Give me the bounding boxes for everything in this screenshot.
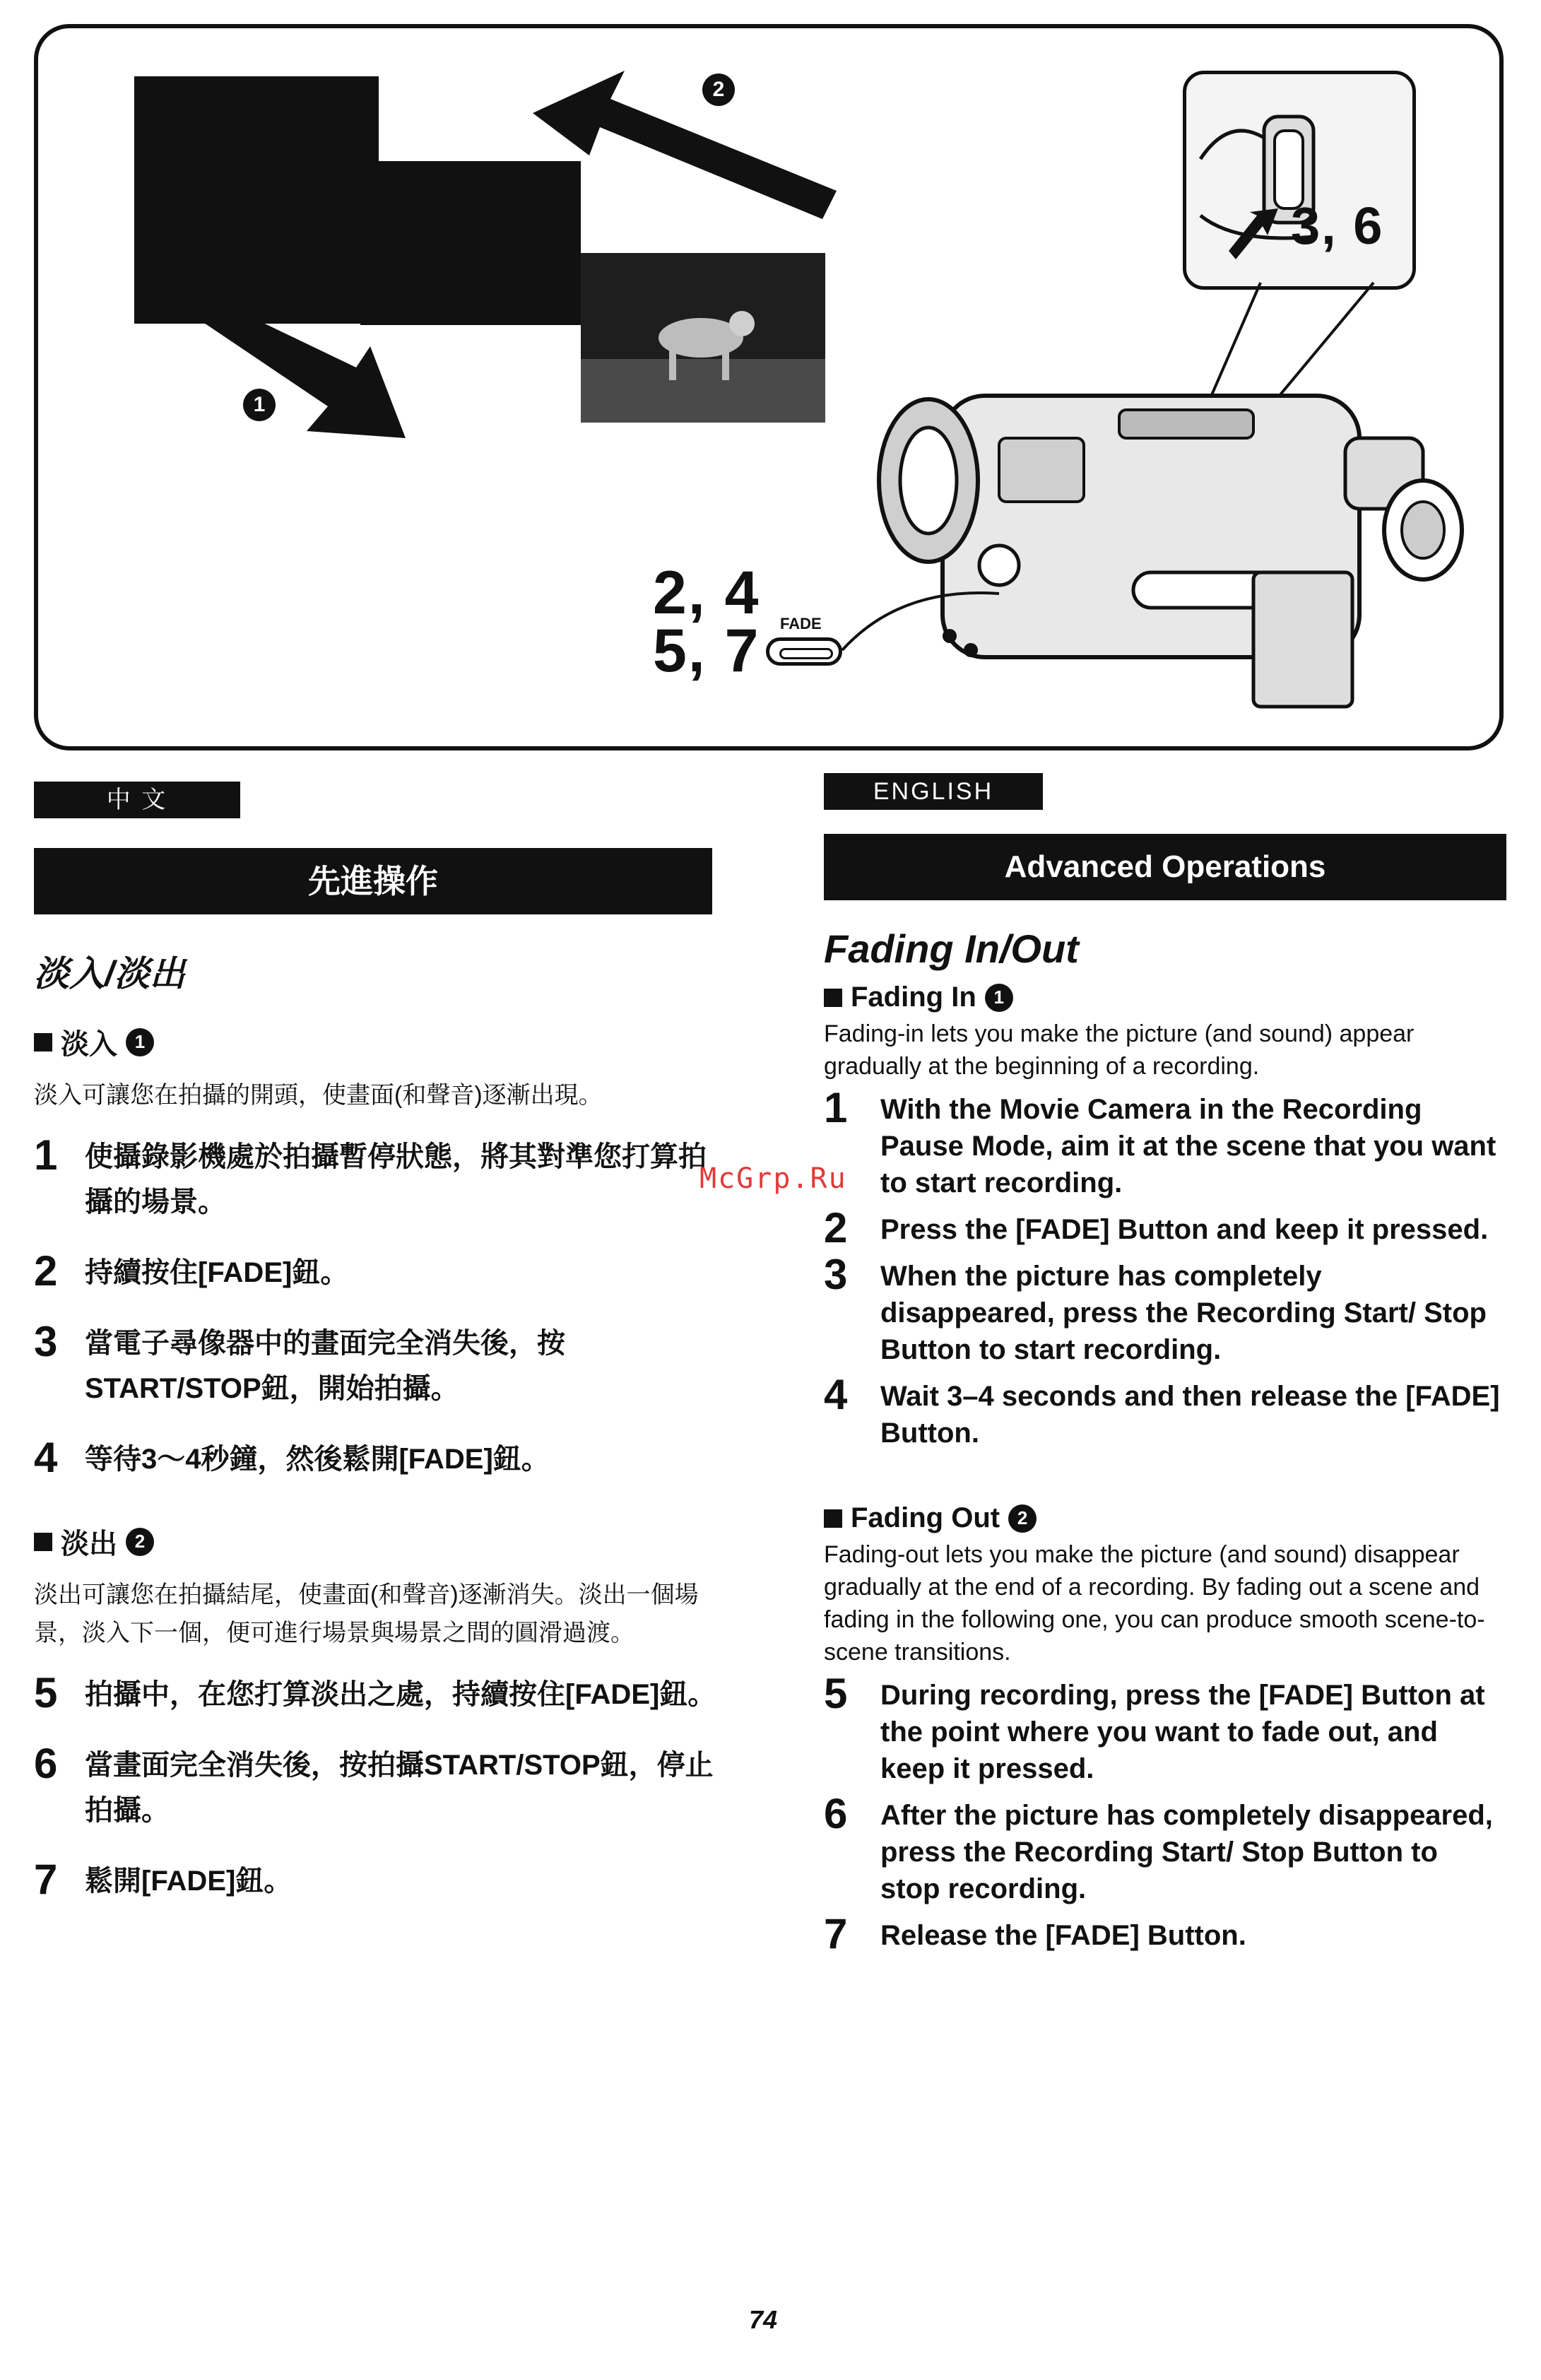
fade-frame-scene — [581, 253, 825, 423]
chinese-step: 3 當電子尋像器中的畫面完全消失後，按START/STOP鈕，開始拍攝。 — [34, 1318, 565, 1404]
bullet-square-icon — [824, 989, 842, 1007]
chinese-fade-out-heading: 淡出 2 — [34, 1521, 719, 1562]
chinese-section-banner: 先進操作 — [34, 848, 712, 914]
fade-button-label: FADE — [780, 615, 822, 632]
camcorder-illustration — [865, 269, 1472, 735]
dog-photo-image — [581, 253, 825, 423]
chinese-fade-in-heading: 淡入 1 — [34, 1022, 719, 1062]
fade-button[interactable] — [766, 637, 842, 666]
marker-2: 2 — [702, 73, 735, 106]
english-step: 7 Release the [FADE] Button. — [824, 1910, 1246, 1957]
arrow-fade-in-icon — [165, 283, 434, 452]
english-fade-out-heading: Fading Out 2 — [824, 1502, 1502, 1534]
chinese-step: 2 持續按住[FADE]鈕。 — [34, 1247, 349, 1295]
chinese-lang-tag: 中 文 — [34, 782, 240, 818]
english-step: 4 Wait 3–4 seconds and then release the [FADE] Button. — [824, 1371, 1500, 1449]
callout-2-4: 2, 4 — [653, 559, 760, 627]
english-fade-in-heading: Fading In 1 — [824, 982, 1502, 1013]
chinese-step: 5 拍攝中，在您打算淡出之處，持續按住[FADE]鈕。 — [34, 1669, 716, 1716]
marker-2-icon: 2 — [1008, 1504, 1037, 1533]
marker-1-icon: 1 — [126, 1028, 154, 1056]
english-column — [824, 926, 1502, 1957]
chinese-step: 4 等待3～4秒鐘，然後鬆開[FADE]鈕。 — [34, 1434, 550, 1481]
marker-2-icon: 2 — [126, 1528, 154, 1556]
chinese-step: 1 使攝錄影機處於拍攝暫停狀態，將其對準您打算拍攝的場景。 — [34, 1131, 707, 1218]
chinese-title: 淡入/淡出 — [34, 954, 185, 994]
english-fade-out-desc: Fading-out lets you make the picture (and sound) disappear gradually at the end of a recording. By fading out a scene and fading in the following one, you can produce smooth scene-to-scene transitions. — [824, 1541, 1485, 1666]
bullet-square-icon — [34, 1033, 52, 1051]
chinese-column — [34, 945, 719, 1904]
english-step: 5 During recording, press the [FADE] Button at the point where you want to fade out, and keep it pressed. — [824, 1670, 1485, 1784]
english-step: 3 When the picture has completely disappeared, press the Recording Start/ Stop Button to start recording. — [824, 1251, 1487, 1365]
english-lang-tag: ENGLISH — [824, 773, 1043, 810]
watermark: McGrp.Ru — [699, 1162, 847, 1195]
chinese-fade-out-desc: 淡出可讓您在拍攝結尾，使畫面(和聲音)逐漸消失。淡出一個場景，淡入下一個，便可進行場景與場景之間的圓滑過渡。 — [34, 1581, 699, 1646]
bullet-square-icon — [34, 1533, 52, 1551]
english-step: 2 Press the [FADE] Button and keep it pressed. — [824, 1204, 1489, 1251]
illustration-panel — [34, 24, 1504, 750]
english-section-banner: Advanced Operations — [824, 834, 1506, 900]
chinese-step: 6 當畫面完全消失後，按拍攝START/STOP鈕，停止拍攝。 — [34, 1740, 714, 1826]
english-step: 1 With the Movie Camera in the Recording Pause Mode, aim it at the scene that you want to start recording. — [824, 1084, 1496, 1198]
english-step: 6 After the picture has completely disappeared, press the Recording Start/ Stop Button to stop recording. — [824, 1790, 1493, 1904]
arrow-fade-out-icon — [533, 71, 858, 240]
marker-1: 1 — [243, 389, 276, 421]
callout-3-6: 3, 6 — [1291, 196, 1384, 255]
chinese-fade-in-desc: 淡入可讓您在拍攝的開頭，使畫面(和聲音)逐漸出現。 — [34, 1082, 603, 1109]
english-title: Fading In/Out — [824, 926, 1079, 971]
callout-5-7: 5, 7 — [653, 617, 760, 685]
marker-1-icon: 1 — [985, 984, 1013, 1012]
zoom-inset — [1183, 71, 1416, 290]
english-fade-in-desc: Fading-in lets you make the picture (and sound) appear gradually at the beginning of a recording. — [824, 1020, 1415, 1080]
bullet-square-icon — [824, 1509, 842, 1528]
chinese-step: 7 鬆開[FADE]鈕。 — [34, 1856, 293, 1903]
page-number: 74 — [749, 2305, 778, 2334]
fade-pointer-line — [837, 587, 1006, 664]
